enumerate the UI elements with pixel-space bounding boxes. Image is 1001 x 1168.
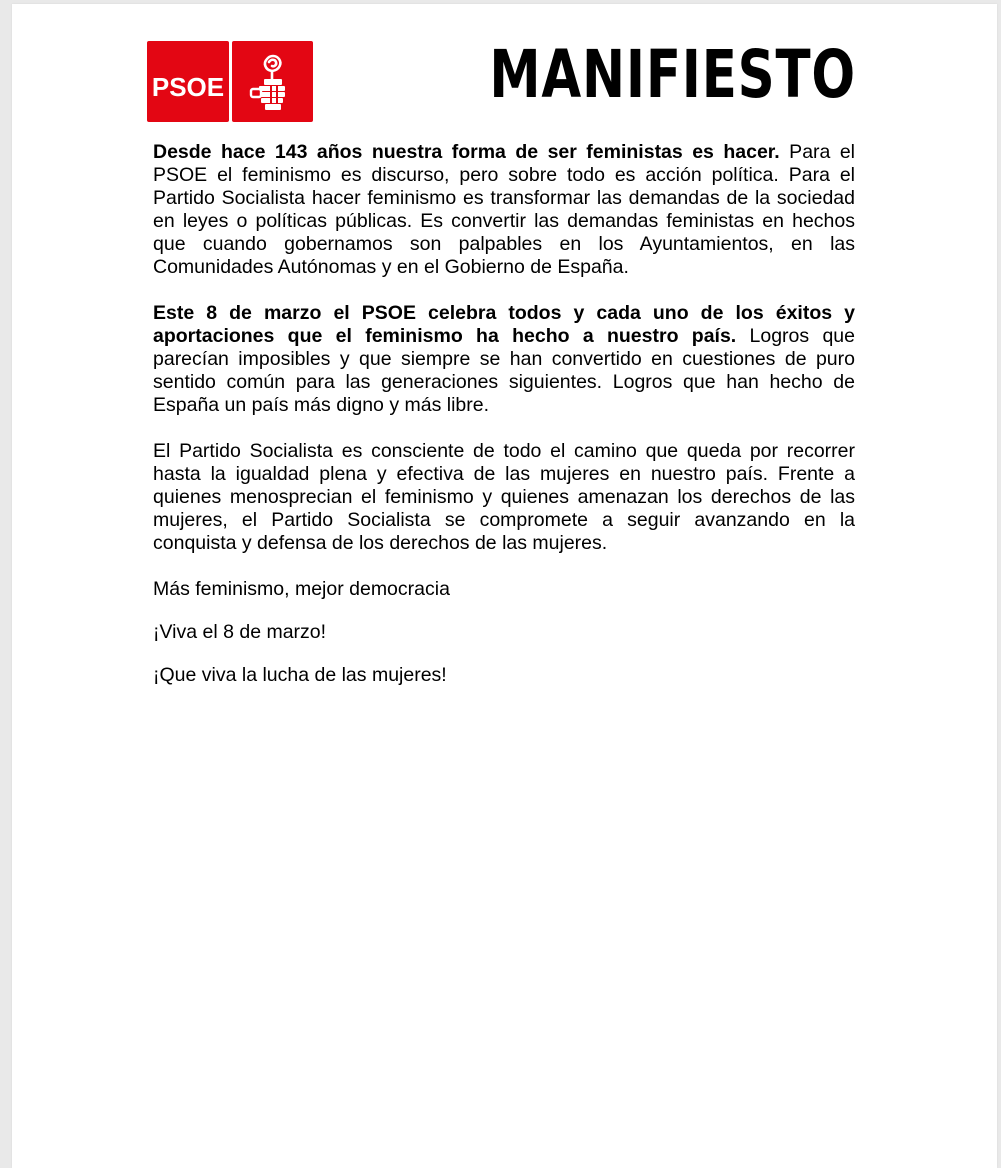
logo-text-box <box>147 41 229 122</box>
logo-text: PSOE <box>151 72 225 102</box>
paragraph-3-text: El Partido Socialista es consciente de todo el camino que queda por recorrer hasta la igualdad plena y efectiva de las mujeres en nuestro país. Frente a quienes menosprecian el feminismo y quienes amenazan los derechos de las mujeres, el Partido Socialista se compromete a seguir avanzando en la conquista y defensa de los derechos de las mujeres. <box>153 440 855 554</box>
paragraph-3 <box>153 440 855 555</box>
psoe-logo <box>147 41 313 122</box>
logo-emblem-box <box>232 41 313 122</box>
paragraph-2-text: Logros que parecían imposibles y que siempre se han convertido en cuestiones de puro sentido común para las generaciones siguientes. Logros que han hecho de España un país más digno y más libre. <box>153 325 855 416</box>
paragraph-2 <box>153 302 855 417</box>
document-page <box>12 4 997 1168</box>
closing-line-3: ¡Que viva la lucha de las mujeres! <box>153 664 447 686</box>
page-title: MANIFIESTO <box>489 36 856 113</box>
closing-line-1: Más feminismo, mejor democracia <box>153 578 450 600</box>
paragraph-1-text: Para el PSOE el feminismo es discurso, pero sobre todo es acción política. Para el Partido Socialista hacer feminismo es transformar las demandas de la sociedad en leyes o políticas públicas. Es convertir las demandas feministas en hechos que cuando gobernamos son palpables en los Ayuntamientos, en las Comunidades Autónomas y en el Gobierno de España. <box>153 141 856 278</box>
paragraph-2-bold: Este 8 de marzo el PSOE celebra todos y cada uno de los éxitos y aportaciones que el feminismo ha hecho a nuestro país. <box>153 302 855 347</box>
closing-line-2: ¡Viva el 8 de marzo! <box>153 621 327 643</box>
paragraph-1-bold: Desde hace 143 años nuestra forma de ser feministas es hacer. <box>153 141 780 163</box>
paragraph-1 <box>153 141 855 279</box>
document-body <box>153 141 855 707</box>
fist-and-rose-icon <box>232 41 313 122</box>
